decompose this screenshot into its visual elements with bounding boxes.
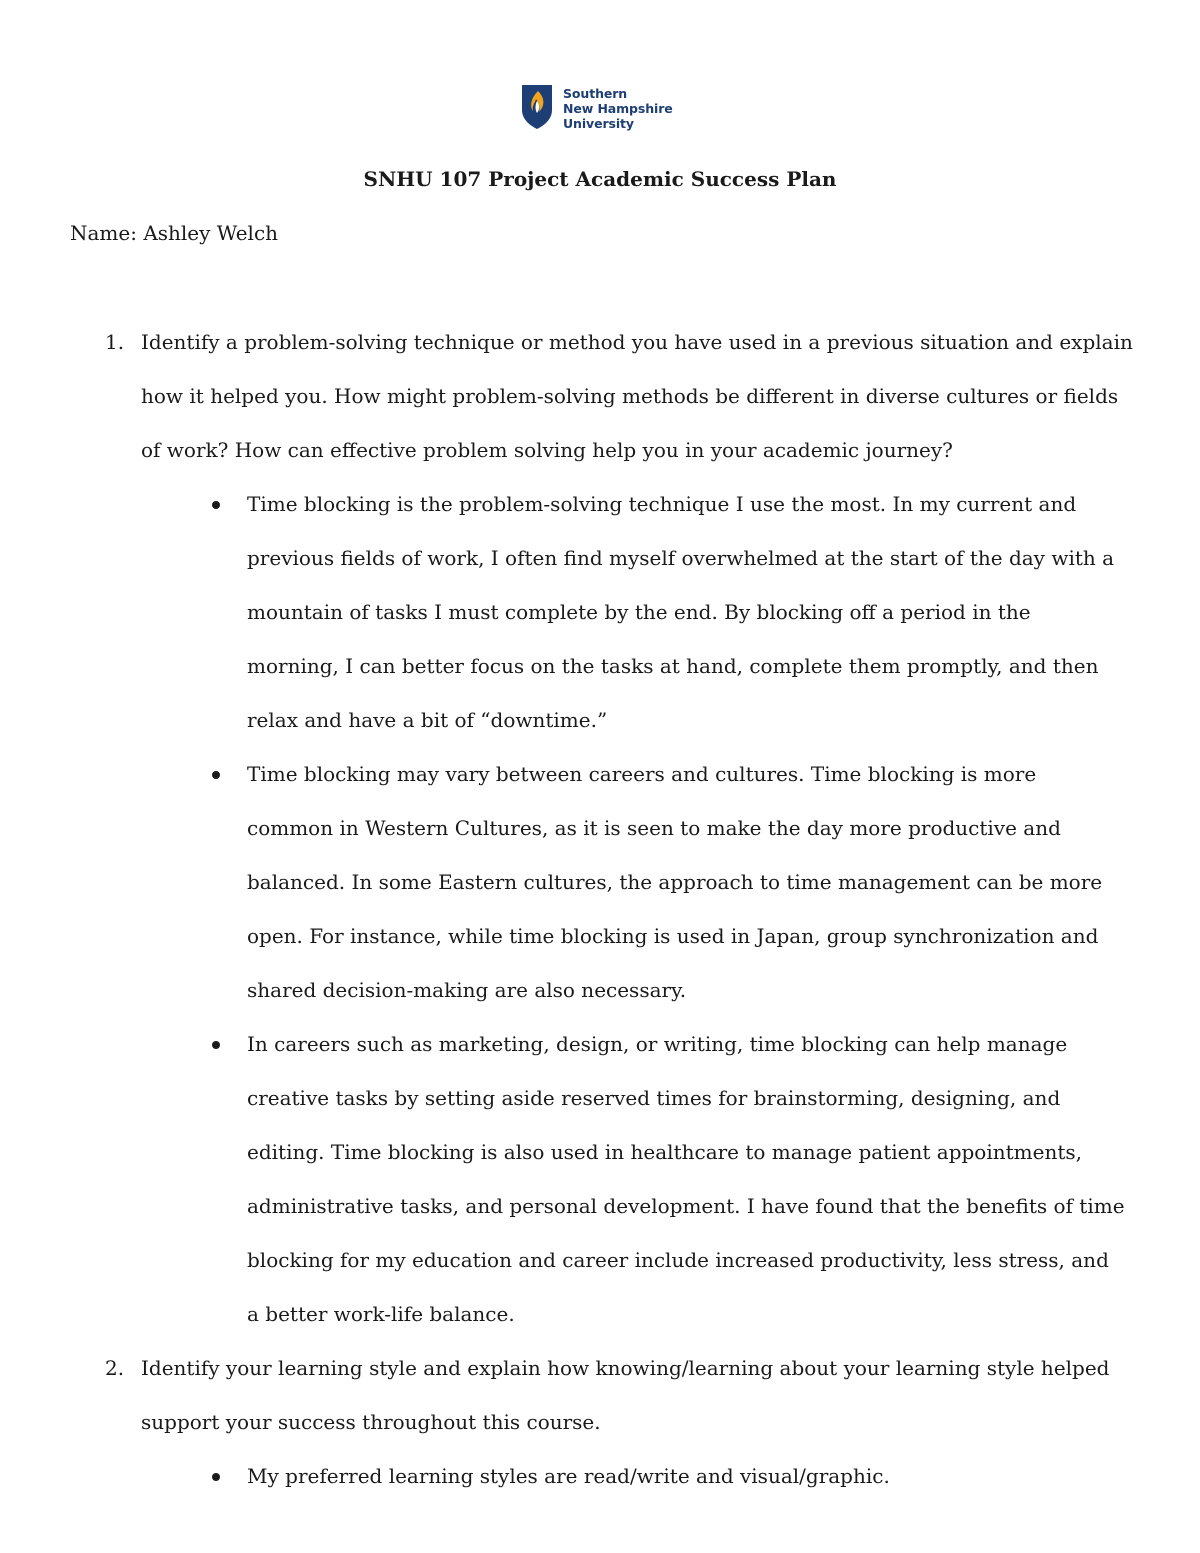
bullet-icon [212,1041,220,1049]
question-text: Identify your learning style and explain how knowing/learning about your learning style helped support your success throughout this course. [141,1356,1110,1434]
question-number: 2. [105,1356,125,1380]
shield-flame-icon [521,84,553,130]
bullet-icon [212,501,220,509]
question-1 [0,315,1141,477]
bullet-text: Time blocking is the problem-solving technique I use the most. In my current and previous fields of work, I often find myself overwhelmed at the start of the day with a mountain of tasks I must complete by the end. By blocking off a period in the morning, I can better focus on the tasks at hand, complete them promptly, and then relax and have a bit of “downtime.” [247,492,1115,732]
question-2 [0,1341,1141,1449]
snhu-logo [521,84,691,134]
question-number: 1. [105,330,125,354]
logo-line-3: University [563,116,634,131]
bullet-icon [212,1473,220,1481]
answer-bullet [0,1449,1127,1503]
document-title: SNHU 107 Project Academic Success Plan [363,167,837,191]
answer-bullet [0,747,1127,1017]
logo-line-2: New Hampshire [563,101,673,116]
questions-list [0,315,1200,1503]
student-name-line: Name: Ashley Welch [70,221,279,245]
question-text: Identify a problem-solving technique or method you have used in a previous situation and explain how it helped you. How might problem-solving methods be different in diverse cultures or fields of work? How can effective problem solving help you in your academic journey? [141,330,1133,462]
bullet-text: In careers such as marketing, design, or writing, time blocking can help manage creative tasks by setting aside reserved times for brainstorming, designing, and editing. Time blocking is also used in healthcare to manage patient appointments, administrative tasks, and personal development. I have found that the benefits of time blocking for my education and career include increased productivity, less stress, and a better work-life balance. [247,1032,1125,1326]
answer-bullet [0,477,1127,747]
answer-bullet [0,1017,1127,1341]
logo-wordmark [563,86,673,131]
logo-line-1: Southern [563,86,628,101]
bullet-text: My preferred learning styles are read/write and visual/graphic. [247,1464,890,1488]
bullet-text: Time blocking may vary between careers and cultures. Time blocking is more common in Western Cultures, as it is seen to make the day more productive and balanced. In some Eastern cultures, the approach to time management can be more open. For instance, while time blocking is used in Japan, group synchronization and shared decision-making are also necessary. [247,762,1103,1002]
bullet-icon [212,771,220,779]
